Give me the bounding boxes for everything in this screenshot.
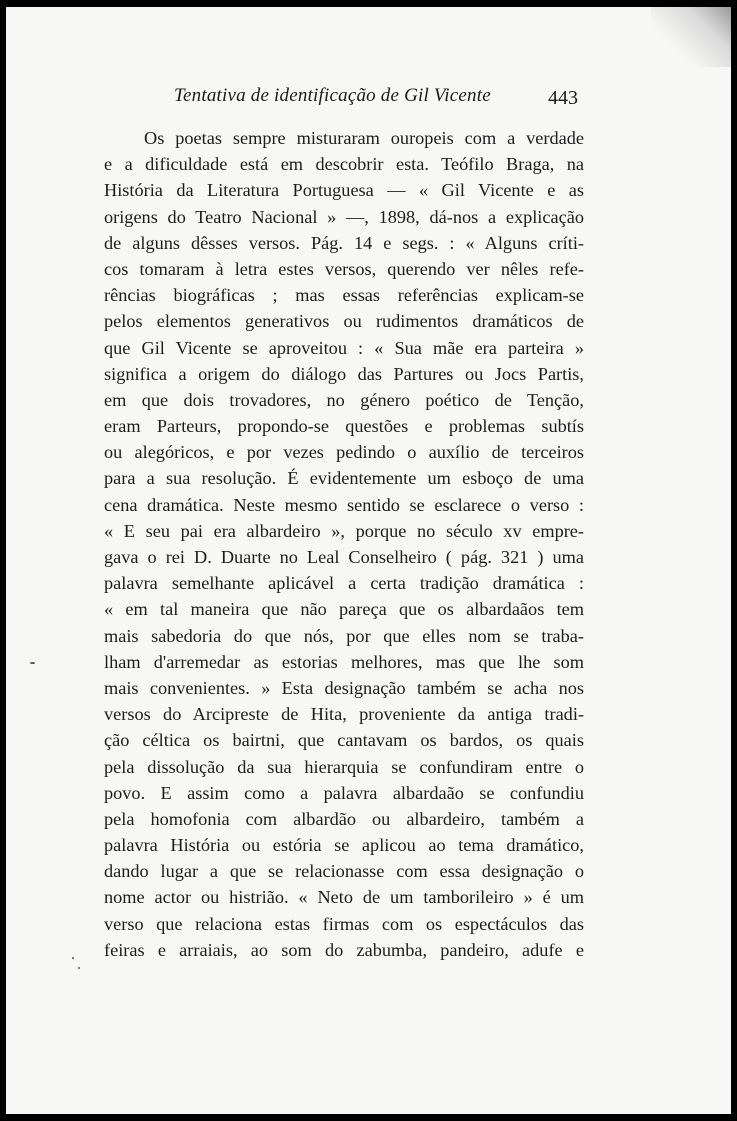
text-line: palavra semelhante aplicável a certa tradição dramática : — [104, 573, 584, 594]
text-line: e a dificuldade está em descobrir esta. Teófilo Braga, na — [104, 154, 584, 175]
text-line: dando lugar a que se relacionasse com essa designação o — [104, 861, 584, 882]
text-line: cena dramática. Neste mesmo sentido se esclarece o verso : — [104, 494, 584, 515]
text-line: pela homofonia com albardão ou albardeiro, também a — [104, 808, 584, 829]
text-line: lham d'arremedar as estorias melhores, mas que lhe som — [104, 651, 584, 672]
text-line: palavra História ou estória se aplicou ao tema dramático, — [104, 835, 584, 856]
text-line: cos tomaram à letra estes versos, querendo ver nêles refe- — [104, 258, 584, 279]
text-line: significa a origem do diálogo das Partures ou Jocs Partis, — [104, 363, 584, 384]
text-line: em que dois trovadores, no género poético de Tenção, — [104, 389, 584, 410]
running-head: Tentativa de identificação de Gil Vicente — [174, 85, 491, 106]
book-page — [6, 7, 731, 1114]
text-line: « em tal maneira que não pareça que os albardaãos tem — [104, 599, 584, 620]
text-line: de alguns dêsses versos. Pág. 14 e segs. : « Alguns críti- — [104, 232, 584, 253]
paper-speck — [72, 957, 74, 959]
text-line: gava o rei D. Duarte no Leal Conselheiro ( pág. 321 ) uma — [104, 547, 584, 567]
text-line: ção céltica os bairtni, que cantavam os bardos, os quais — [104, 730, 584, 751]
text-line: origens do Teatro Nacional » —, 1898, dá-nos a explicação — [104, 206, 584, 227]
text-line: que Gil Vicente se aproveitou : « Sua mãe era parteira » — [104, 337, 584, 358]
page-corner-shadow — [651, 7, 731, 67]
text-line: mais sabedoria do que nós, por que elles nom se traba- — [104, 625, 584, 646]
text-line: Os poetas sempre misturaram ouropeis com a verdade — [144, 128, 584, 148]
text-line: versos do Arcipreste de Hita, proveniente da antiga tradi- — [104, 704, 584, 725]
text-line: nome actor ou histrião. « Neto de um tamborileiro » é um — [104, 887, 584, 908]
text-line: pelos elementos generativos ou rudimentos dramáticos de — [104, 311, 584, 332]
paper-speck — [78, 967, 80, 969]
text-line: para a sua resolução. É evidentemente um esboço de uma — [104, 468, 584, 489]
text-line: « E seu pai era albardeiro », porque no século xv empre- — [104, 520, 584, 541]
text-line: feiras e arraiais, ao som do zabumba, pandeiro, adufe e — [104, 939, 584, 960]
text-line: ou alegóricos, e por vezes pedindo o auxílio de terceiros — [104, 442, 584, 463]
text-line: mais convenientes. » Esta designação também se acha nos — [104, 677, 584, 698]
text-line: rências biográficas ; mas essas referências explicam-se — [104, 285, 584, 306]
page-number: 443 — [548, 87, 578, 109]
text-line: eram Parteurs, propondo-se questões e problemas subtís — [104, 416, 584, 437]
text-line: verso que relaciona estas firmas com os espectáculos das — [104, 913, 584, 934]
text-line: História da Literatura Portuguesa — « Gil Vicente e as — [104, 180, 584, 201]
text-line: pela dissolução da sua hierarquia se confundiram entre o — [104, 756, 584, 777]
body-text — [104, 125, 584, 963]
paper-speck — [30, 662, 35, 664]
text-line: povo. E assim como a palavra albardaão se confundiu — [104, 782, 584, 803]
